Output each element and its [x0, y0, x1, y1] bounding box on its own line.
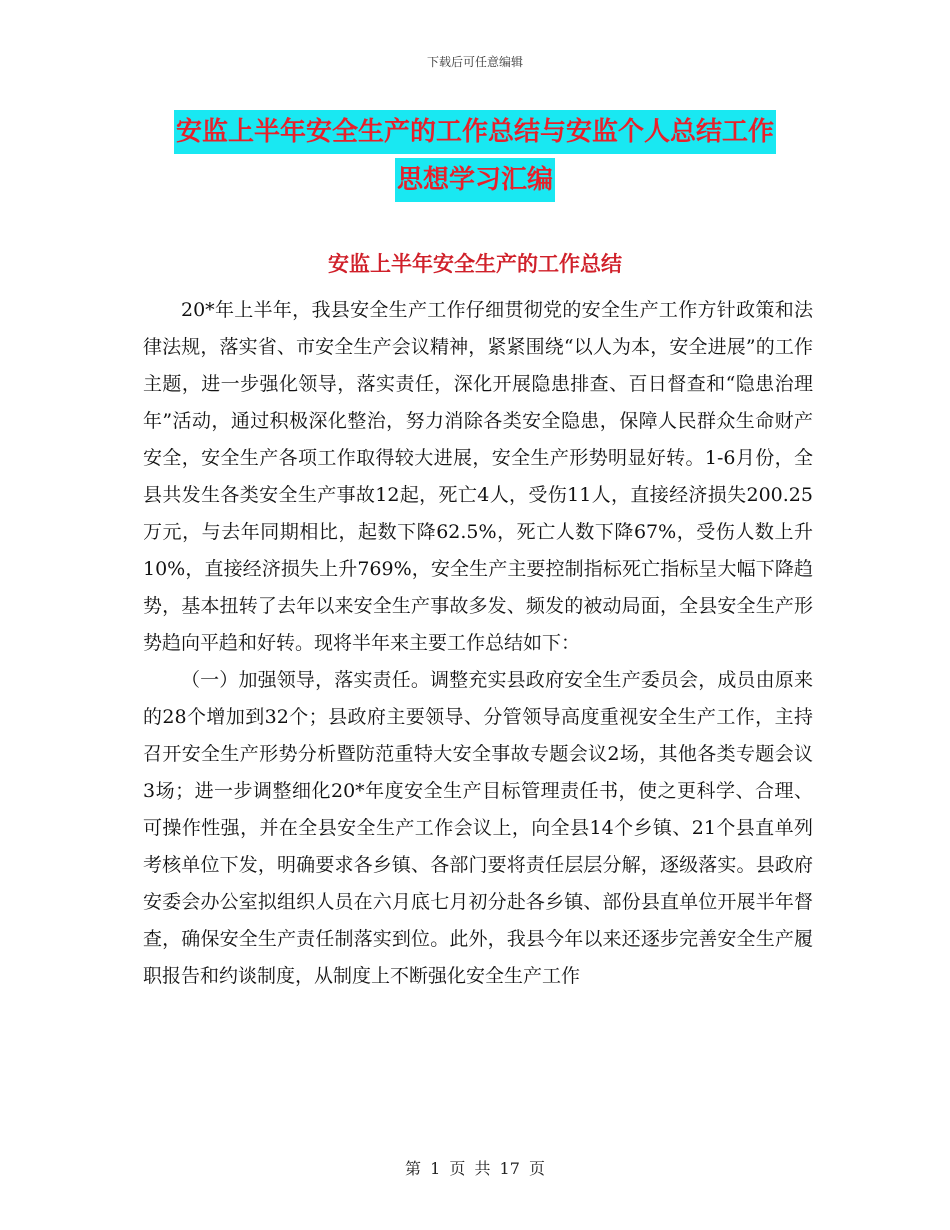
- section-title: 安监上半年安全生产的工作总结: [328, 252, 622, 276]
- header-note: 下载后可任意编辑: [426, 55, 523, 69]
- document-title-line-1: 安监上半年安全生产的工作总结与安监个人总结工作: [174, 110, 776, 154]
- document-title-line-2: 思想学习汇编: [395, 158, 555, 202]
- paragraph-1: 20*年上半年，我县安全生产工作仔细贯彻党的安全生产工作方针政策和法律法规，落实省、市安全生产会议精神，紧紧围绕“以人为本，安全进展”的工作主题，进一步强化领导，落实责任，深化开展隐患排查、百日督查和“隐患治理年”活动，通过积极深化整治，努力消除各类安全隐患，保障人民群众生命财产安全，安全生产各项工作取得较大进展，安全生产形势明显好转。1-6月份，全县共发生各类安全生产事故12起，死亡4人，受伤11人，直接经济损失200.25万元，与去年同期相比，起数下降62.5%，死亡人数下降67%，受伤人数上升10%，直接经济损失上升769%，安全生产主要控制指标死亡指标呈大幅下降趋势，基本扭转了去年以来安全生产事故多发、频发的被动局面，全县安全生产形势趋向平趋和好转。现将半年来主要工作总结如下：: [143, 299, 813, 654]
- paragraph-2: （一）加强领导，落实责任。调整充实县政府安全生产委员会，成员由原来的28个增加到32个；县政府主要领导、分管领导高度重视安全生产工作，主持召开安全生产形势分析暨防范重特大安全事故专题会议2场，其他各类专题会议3场；进一步调整细化20*年度安全生产目标管理责任书，使之更科学、合理、可操作性强，并在全县安全生产工作会议上，向全县14个乡镇、21个县直单列考核单位下发，明确要求各乡镇、各部门要将责任层层分解，逐级落实。县政府安委会办公室拟组织人员在六月底七月初分赴各乡镇、部份县直单位开展半年督查，确保安全生产责任制落实到位。此外，我县今年以来还逐步完善安全生产履职报告和约谈制度，从制度上不断强化安全生产工作: [143, 669, 813, 987]
- body-text: [143, 292, 813, 995]
- document-title: [0, 108, 950, 204]
- page-footer: 第 1 页 共 17 页: [405, 1159, 545, 1178]
